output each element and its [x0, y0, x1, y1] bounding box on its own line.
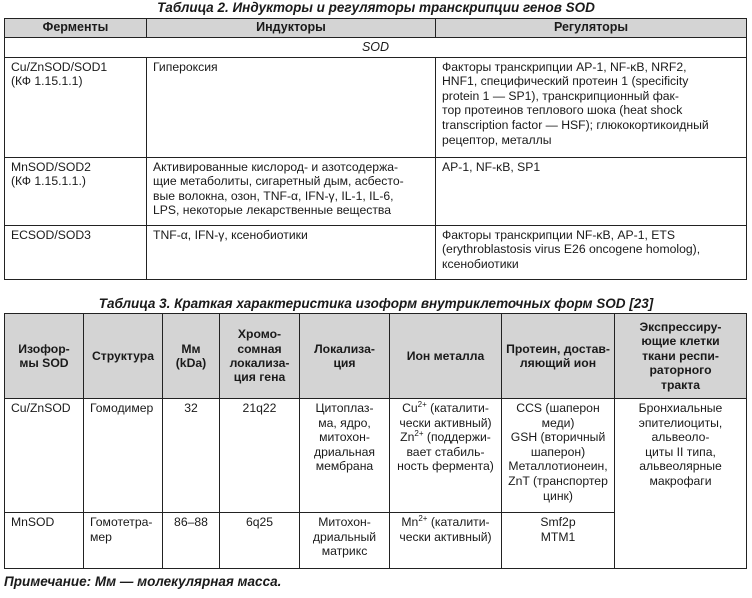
table-row — [5, 399, 747, 513]
table2-section-row — [5, 38, 747, 58]
table2-header-row — [5, 19, 747, 38]
table2-caption: Таблица 2. Индукторы и регуляторы транскрипции генов SOD — [157, 0, 595, 15]
enzyme-cell: MnSOD/SOD2 (КФ 1.15.1.1.) — [5, 157, 147, 225]
enzyme-cell: ECSOD/SOD3 — [5, 225, 147, 279]
chromosome-cell: 6q25 — [220, 513, 300, 569]
structure-cell: Гомодимер — [84, 399, 163, 513]
header-localization: Локализа- ция — [300, 314, 390, 399]
metal-ion-cell: $Mn^{2+}$ (каталити- чески активный) — [390, 513, 502, 569]
inducers-cell: Гипероксия — [147, 57, 436, 157]
header-structure: Структура — [84, 314, 163, 399]
protein-cell: Smf2p MTM1 — [502, 513, 615, 569]
table2-header-regulators: Регуляторы — [436, 19, 747, 38]
protein-cell: CCS (шаперон меди) GSH (вторичный шаперон) Металлотионеин, ZnT (транспортер цинк) — [502, 399, 615, 513]
isoform-cell: Cu/ZnSOD — [5, 399, 84, 513]
header-protein: Протеин, достав- ляющий ион — [502, 314, 615, 399]
regulators-cell: Факторы транскрипции АР-1, NF-κB, NRF2, HNF1, специфический протеин 1 (specificity protein 1 — SP1), транскрипционный фак- тор протеинов теплового шока (heat shock transcription factor — HSF); глюкокортикоидный рецептор, металлы — [436, 57, 747, 157]
isoform-cell: MnSOD — [5, 513, 84, 569]
table2 — [4, 18, 747, 280]
metal-ion-cell: $Cu^{2+}$ (каталити- чески активный) $Zn^{2+}$ (поддержи- вает стабиль- ность фермента) — [390, 399, 502, 513]
header-mass: Мм (kDa) — [163, 314, 220, 399]
table2-section-label: SOD — [5, 38, 747, 58]
table3 — [4, 313, 747, 569]
localization-cell: Цитоплаз- ма, ядро, митохон- дриальная мембрана — [300, 399, 390, 513]
header-metal-ion: Ион металла — [390, 314, 502, 399]
header-chromosome: Хромо- сомная локализа- ция гена — [220, 314, 300, 399]
mass-cell: 32 — [163, 399, 220, 513]
inducers-cell: Активированные кислород- и азотсодержа- щие метаболиты, сигаретный дым, асбесто- вые волокна, озон, TNF-α, IFN-γ, IL-1, IL-6, LPS, некоторые лекарственные вещества — [147, 157, 436, 225]
table3-header-row — [5, 314, 747, 399]
table-row — [5, 157, 747, 225]
table2-header-enzymes: Ферменты — [5, 19, 147, 38]
structure-cell: Гомотетра- мер — [84, 513, 163, 569]
header-isoforms: Изофор- мы SOD — [5, 314, 84, 399]
inducers-cell: TNF-α, IFN-γ, ксенобиотики — [147, 225, 436, 279]
localization-cell: Митохон- дриальный матрикс — [300, 513, 390, 569]
regulators-cell: АР-1, NF-κB, SP1 — [436, 157, 747, 225]
table-row — [5, 225, 747, 279]
chromosome-cell: 21q22 — [220, 399, 300, 513]
table3-note: Примечание: Мм — молекулярная масса. — [4, 574, 282, 589]
table2-header-inducers: Индукторы — [147, 19, 436, 38]
mass-cell: 86–88 — [163, 513, 220, 569]
cells-cell: Бронхиальные эпителиоциты, альвеоло- циты II типа, альвеолярные макрофаги — [615, 399, 747, 569]
regulators-cell: Факторы транскрипции NF-κB, АР-1, ETS (erythroblastosis virus E26 oncogene homolog), ксенобиотики — [436, 225, 747, 279]
enzyme-cell: Cu/ZnSOD/SOD1 (КФ 1.15.1.1) — [5, 57, 147, 157]
table3-caption: Таблица 3. Краткая характеристика изоформ внутриклеточных форм SOD [23] — [98, 296, 654, 311]
header-cells: Экспрессиру- ющие клетки ткани респи- раторного тракта — [615, 314, 747, 399]
table-row — [5, 57, 747, 157]
